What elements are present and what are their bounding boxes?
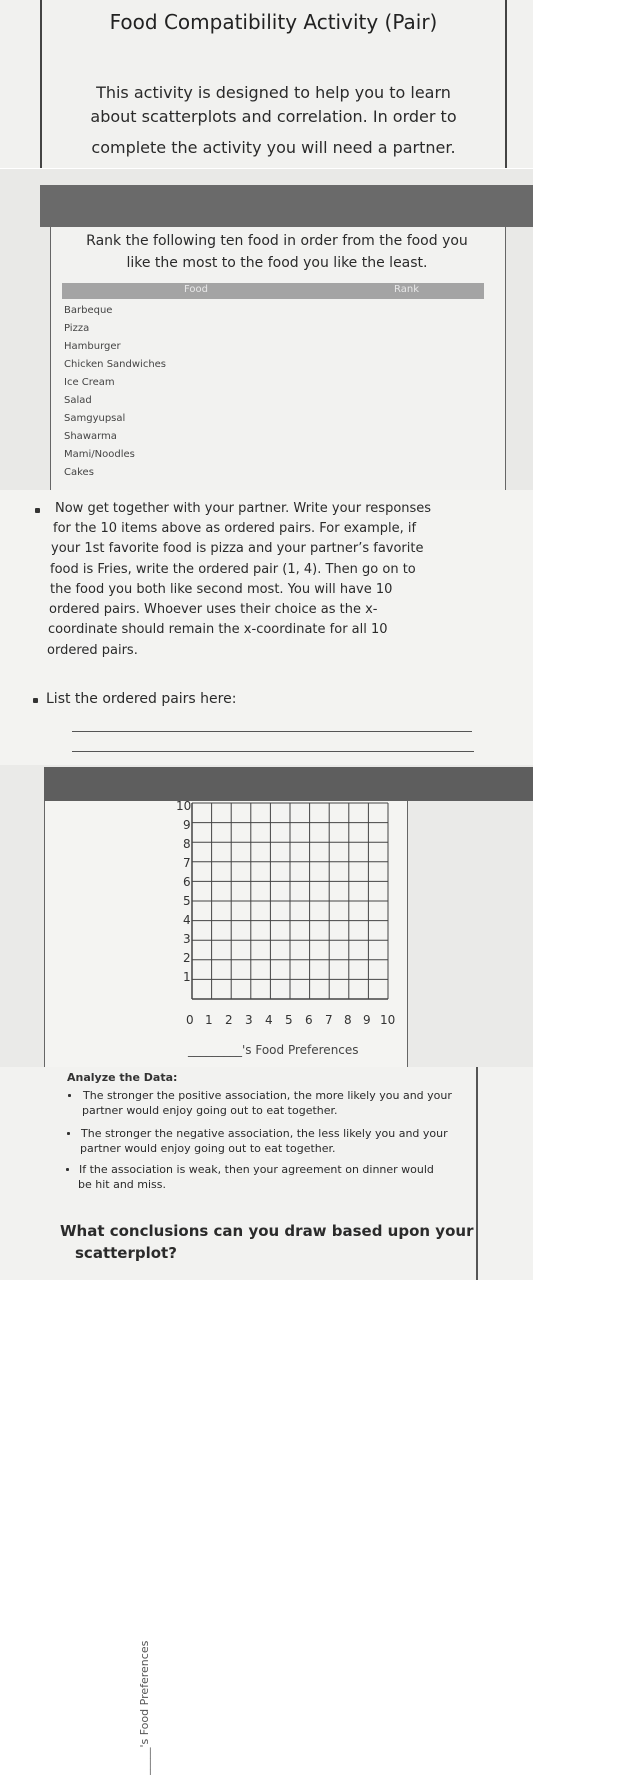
- conclusion-question-1: What conclusions can you draw based upon your: [60, 1222, 474, 1240]
- instruction-line: food is Fries, write the ordered pair (1, 4). Then go on to: [50, 562, 416, 577]
- x-axis-label: _________'s Food Preferences: [188, 1043, 359, 1057]
- x-tick-label: 8: [344, 1013, 352, 1027]
- food-item: Hamburger: [64, 341, 121, 352]
- analysis-bullet-line: If the association is weak, then your agreement on dinner would: [79, 1163, 434, 1176]
- grid-lines: [192, 803, 388, 999]
- ranking-instruction-2: like the most to the food you like the least.: [126, 255, 428, 271]
- y-tick-label: 10: [176, 799, 192, 813]
- x-tick-label: 5: [285, 1013, 293, 1027]
- intro-line-2: about scatterplots and correlation. In order to: [90, 107, 457, 126]
- food-item: Shawarma: [64, 431, 117, 442]
- instruction-line: for the 10 items above as ordered pairs. For example, if: [53, 521, 417, 536]
- bullet-icon: [68, 1094, 71, 1097]
- food-item: Pizza: [64, 323, 90, 334]
- y-tick-label: 5: [183, 894, 191, 908]
- ranking-instruction-1: Rank the following ten food in order from the food you: [86, 233, 468, 249]
- analysis-bullet-line: partner would enjoy going out to eat together.: [82, 1104, 338, 1117]
- bullet-icon: [33, 698, 38, 703]
- x-tick-label: 1: [205, 1013, 213, 1027]
- food-item: Chicken Sandwiches: [64, 359, 167, 370]
- y-tick-label: 1: [183, 970, 191, 984]
- answer-line: [72, 731, 472, 732]
- y-tick-label: 6: [183, 875, 191, 889]
- food-item: Ice Cream: [64, 377, 115, 388]
- food-item: Cakes: [64, 467, 94, 478]
- section-header-bar: [40, 185, 533, 227]
- x-tick-label: 2: [225, 1013, 233, 1027]
- answer-line: [72, 751, 474, 752]
- bullet-icon: [35, 508, 40, 513]
- table-header-bar: [62, 283, 484, 299]
- x-tick-label: 9: [363, 1013, 371, 1027]
- right-border-line: [476, 1067, 478, 1280]
- list-prompt: List the ordered pairs here:: [46, 691, 237, 707]
- y-tick-label: 7: [183, 856, 191, 870]
- col-header-food: Food: [184, 284, 208, 295]
- y-tick-label: 8: [183, 837, 191, 851]
- y-tick-label: 2: [183, 951, 191, 965]
- instruction-line: coordinate should remain the x-coordinate for all 10: [48, 622, 388, 637]
- page-title: Food Compatibility Activity (Pair): [109, 10, 438, 34]
- x-tick-label: 4: [265, 1013, 273, 1027]
- x-tick-label: 6: [305, 1013, 313, 1027]
- bullet-icon: [67, 1132, 70, 1135]
- intro-section: [0, 0, 533, 168]
- bullet-icon: [66, 1168, 69, 1171]
- instruction-line: Now get together with your partner. Write your responses: [55, 501, 432, 516]
- analysis-heading: Analyze the Data:: [67, 1071, 178, 1084]
- food-item: Barbeque: [64, 305, 113, 316]
- food-item: Mami/Noodles: [64, 449, 135, 460]
- x-tick-label: 10: [380, 1013, 396, 1027]
- intro-line-3: complete the activity you will need a partner.: [91, 138, 456, 157]
- y-tick-label: 4: [183, 913, 191, 927]
- food-item: Salad: [64, 395, 92, 406]
- analysis-bullet-line: The stronger the positive association, the more likely you and your: [83, 1089, 452, 1102]
- ranking-section: [0, 169, 533, 490]
- y-tick-label: 9: [183, 818, 191, 832]
- instruction-line: ordered pairs.: [47, 643, 138, 658]
- instruction-line: the food you both like second most. You will have 10: [50, 582, 393, 597]
- x-tick-label: 0: [186, 1013, 194, 1027]
- instruction-line: ordered pairs. Whoever uses their choice as the x-: [49, 602, 378, 617]
- analysis-section: [0, 1067, 533, 1280]
- conclusion-question-2: scatterplot?: [75, 1244, 177, 1262]
- analysis-bullet-line: partner would enjoy going out to eat together.: [80, 1142, 336, 1155]
- y-axis-label: _____'s Food Preferences: [138, 1640, 151, 1775]
- instruction-line: your 1st favorite food is pizza and your partner’s favorite: [51, 541, 424, 556]
- food-item: Samgyupsal: [64, 413, 126, 424]
- x-tick-label: 7: [325, 1013, 333, 1027]
- analysis-bullet-line: be hit and miss.: [78, 1178, 167, 1191]
- col-header-rank: Rank: [394, 284, 419, 295]
- intro-line-1: This activity is designed to help you to learn: [96, 83, 451, 102]
- analysis-bullet-line: The stronger the negative association, the less likely you and your: [81, 1127, 448, 1140]
- instructions-section: [0, 490, 533, 765]
- x-tick-label: 3: [245, 1013, 253, 1027]
- y-tick-label: 3: [183, 932, 191, 946]
